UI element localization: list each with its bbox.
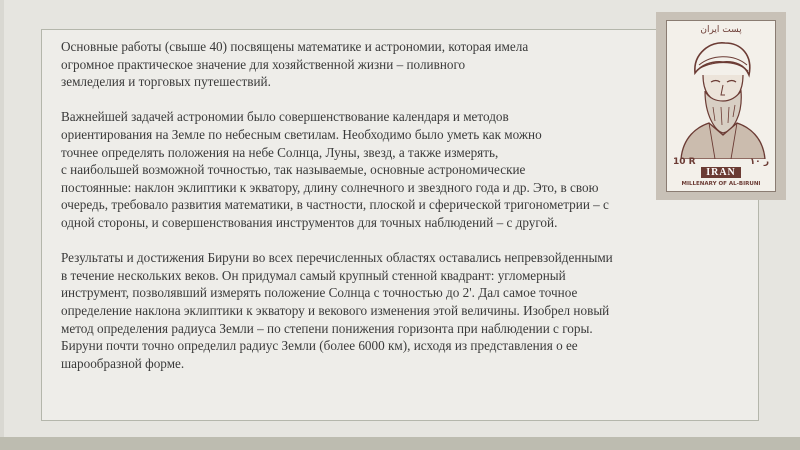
text-line: очередь, требовало развития математики, в частности, плоской и сферической тригонометрии – с bbox=[61, 197, 609, 213]
text-line: ориентирования на Земле по небесным светилам. Необходимо было уметь как можно bbox=[61, 126, 542, 142]
text-line: земледелия и торговых путешествий. bbox=[61, 74, 271, 90]
paragraph-works bbox=[61, 38, 751, 91]
stamp-caption: MILLENARY OF AL-BIRUNI bbox=[681, 181, 761, 187]
text-line: Основные работы (свыше 40) посвящены математике и астрономии, которая имела bbox=[61, 39, 529, 54]
text-line: в течение нескольких веков. Он придумал самый крупный стенной квадрант: угломерный bbox=[61, 267, 566, 283]
slide-text bbox=[61, 38, 751, 390]
text-line: Бируни почти точно определил радиус Земли (более 6000 км), исходя из представления о ее bbox=[61, 338, 578, 354]
text-line: с наибольшей возможной точностью, так называемые, основные астрономические bbox=[61, 162, 526, 178]
stamp-country bbox=[667, 167, 775, 178]
paragraph-astronomy bbox=[61, 108, 751, 231]
portrait-illustration bbox=[675, 35, 769, 159]
bottom-bar bbox=[0, 437, 800, 450]
stamp-value-persian: ۱۰ ر bbox=[749, 157, 769, 167]
text-line: постоянные: наклон эклиптики к экватору, длину солнечного и звездного года и др. Это, в свою bbox=[61, 179, 599, 195]
text-line: точнее определять положения на небе Солнца, Луны, звезд, а также измерять, bbox=[61, 144, 499, 160]
text-line: определение наклона эклиптики к экватору и векового изменения этой величины. Изобрел новый bbox=[61, 302, 610, 318]
text-line: метод определения радиуса Земли – по степени понижения горизонта при наблюдении с горы. bbox=[61, 320, 593, 336]
text-line: Результаты и достижения Бируни во всех перечисленных областях оставались непревзойденными bbox=[61, 250, 613, 266]
stamp-value-latin: 10 R bbox=[673, 157, 696, 167]
text-line: Важнейшей задачей астрономии было совершенствование календаря и методов bbox=[61, 109, 509, 125]
text-line: одной стороны, и совершенствования инструментов для точных наблюдений – с другой. bbox=[61, 214, 558, 230]
stamp-face bbox=[666, 20, 776, 192]
paragraph-results bbox=[61, 249, 751, 372]
postage-stamp-image bbox=[656, 12, 786, 200]
text-line: шарообразной форме. bbox=[61, 355, 185, 371]
stamp-country-label: IRAN bbox=[701, 167, 741, 178]
text-line: огромное практическое значение для хозяйственной жизни – поливного bbox=[61, 56, 466, 72]
text-line: инструмент, позволявший измерять положение Солнца с точностью до 2'. Дал самое точное bbox=[61, 285, 578, 301]
left-edge-strip bbox=[0, 0, 4, 450]
stamp-top-text: پست ایران bbox=[700, 25, 742, 35]
